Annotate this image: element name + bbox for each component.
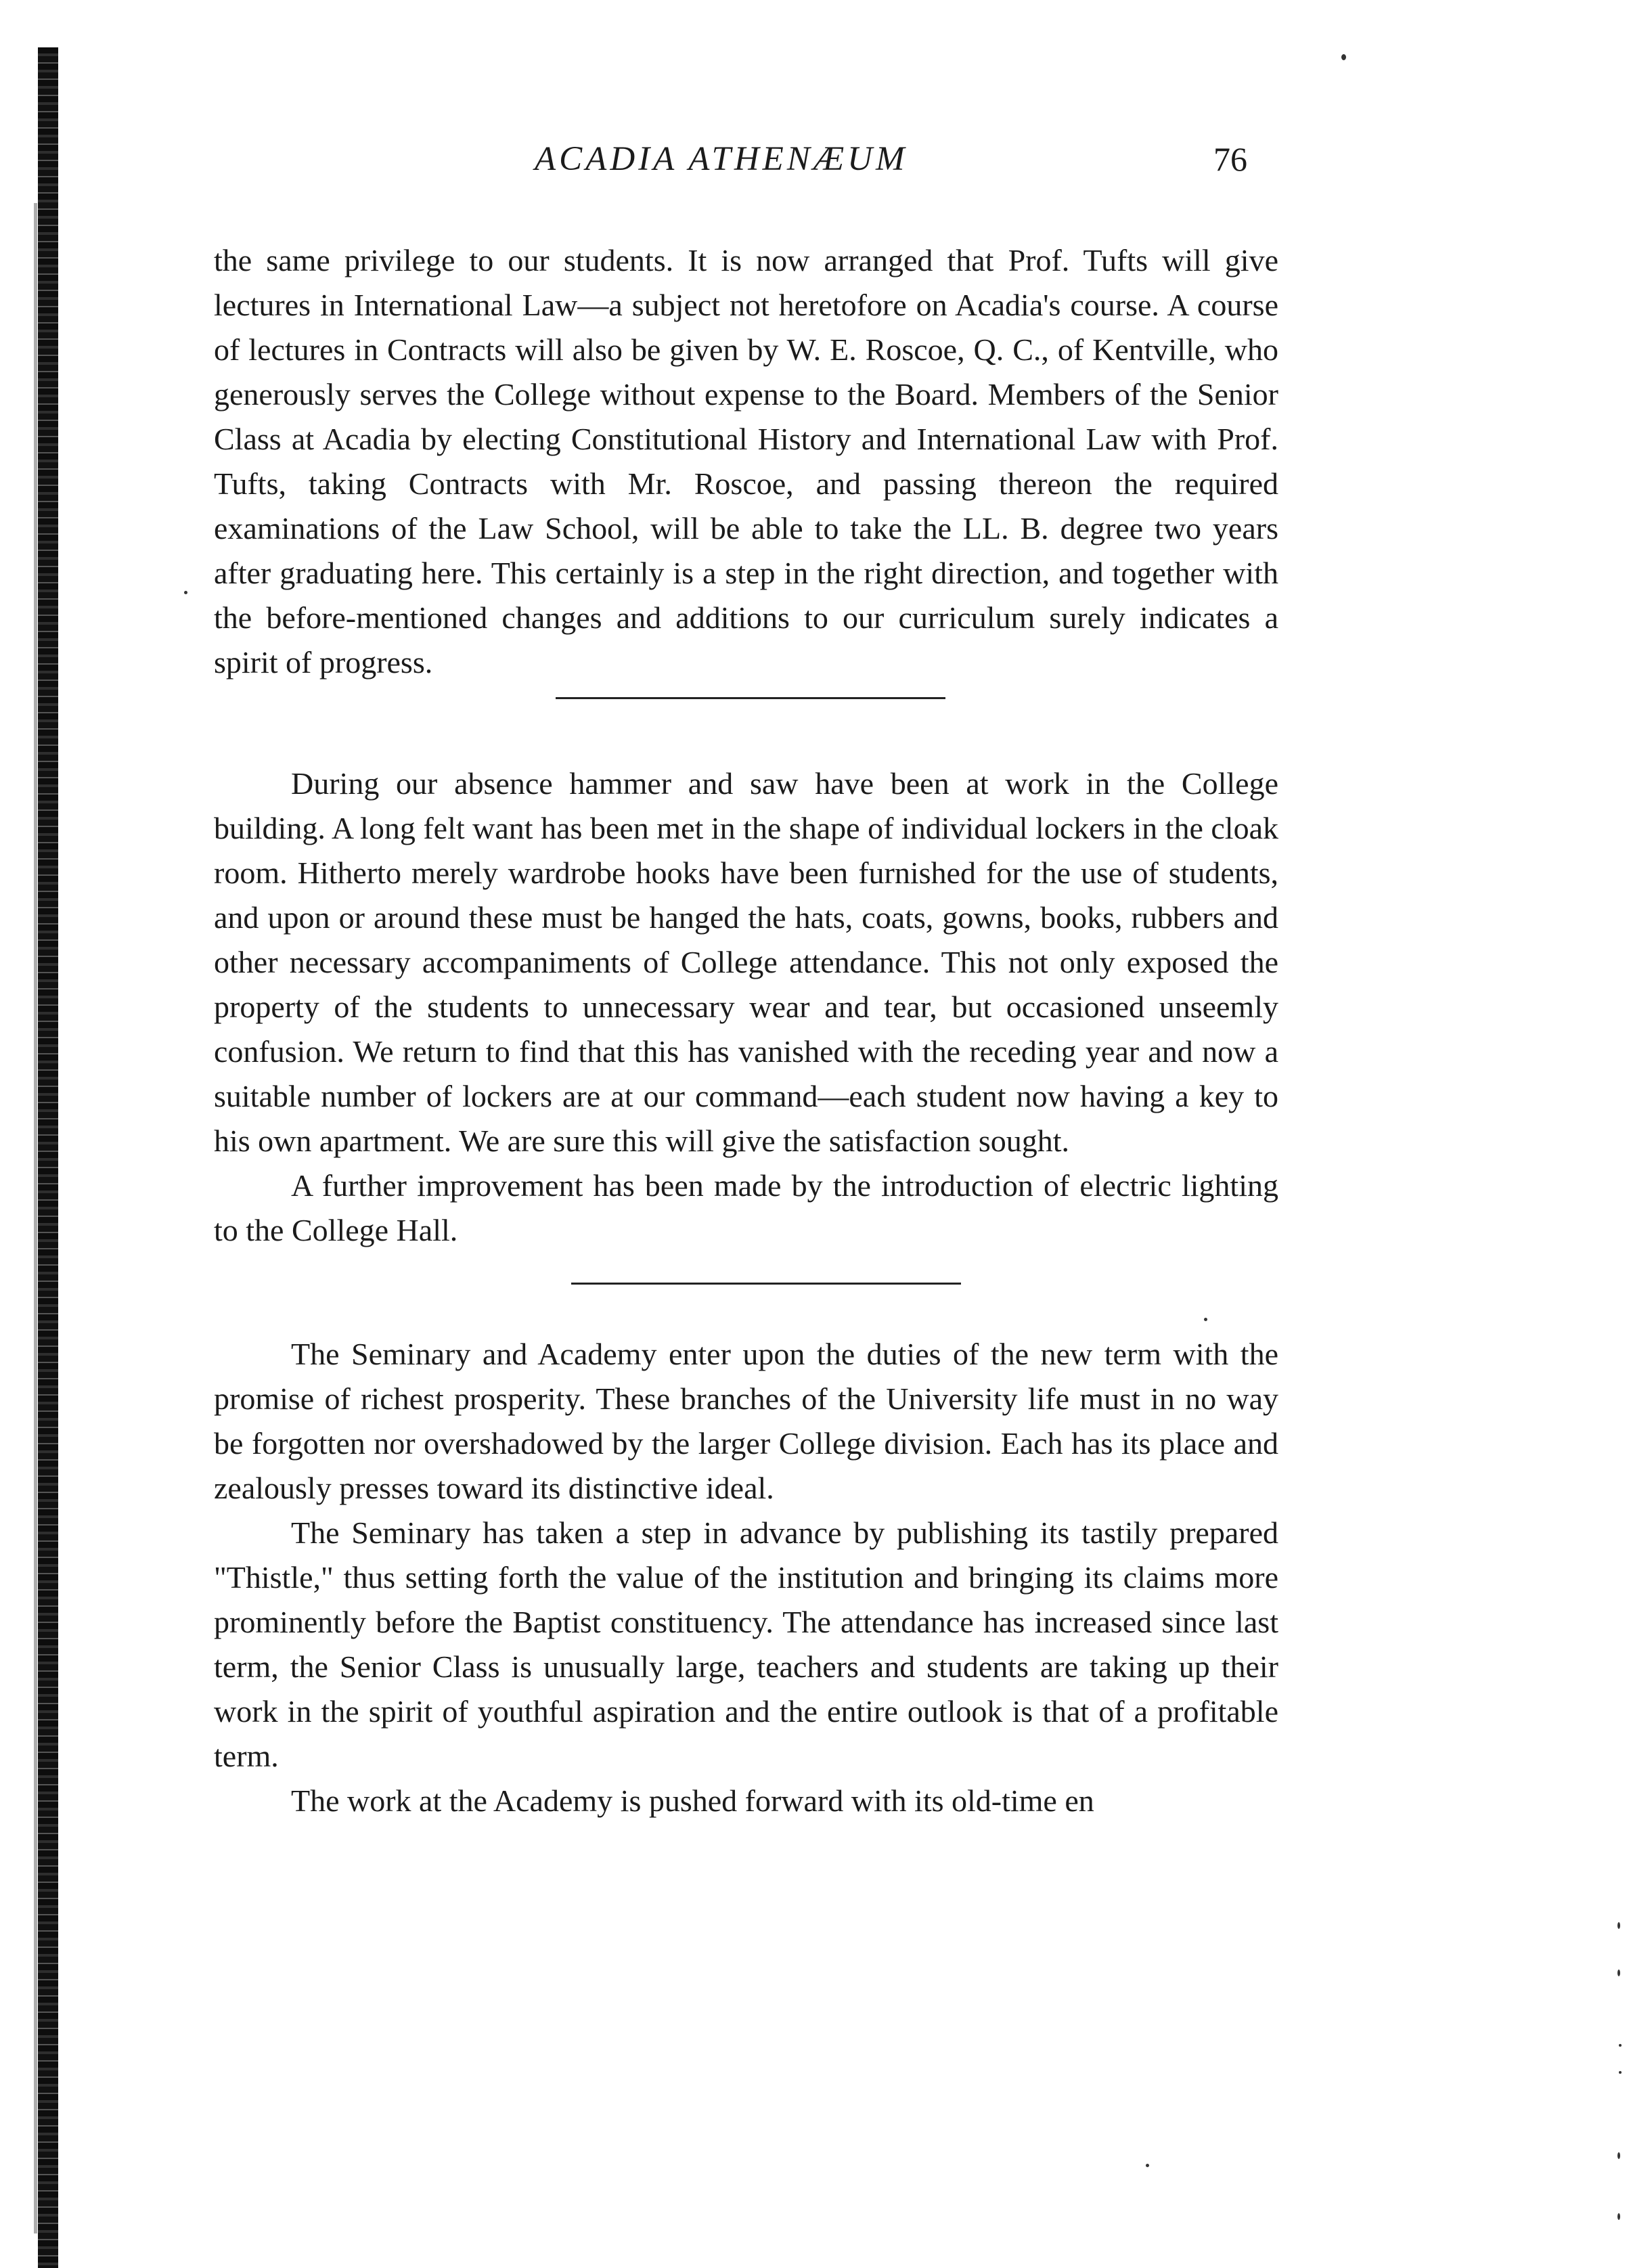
- paragraph-lockers: During our absence hammer and saw have been at work in the College building. A long felt want has been met in the shape of individual lockers in the cloak room. Hitherto merely wardrobe hooks have been furnished for the use of students, and upon or around these must be hanged the hats, coats, gowns, books, rubbers and other necessary accompaniments of College attendance. This not only exposed the property of the students to unnecessary wear and tear, but occasioned unseemly confusion. We return to find that this has vanished with the receding year and now a suitable number of lockers are at our command—each student now having a key to his own apartment. We are sure this will give the satisfaction sought.: [214, 766, 1278, 1158]
- page-binding-shadow: [34, 203, 37, 2233]
- paragraph-thistle: The Seminary has taken a step in advance by publishing its tastily prepared "Thistle," thus setting forth the value of the institution and bringing its claims more prominently before the Baptist constituency. The attendance has increased since last term, the Senior Class is unusually large, teachers and students are taking up their work in the spirit of youthful aspiration and the entire outlook is that of a profitable term.: [214, 1515, 1278, 1773]
- paragraph-law-courses: the same privilege to our students. It is now arranged that Prof. Tufts will give lectures in International Law—a subject not heretofore on Acadia's course. A course of lectures in Contracts will also be given by W. E. Roscoe, Q. C., of Kentville, who generously serves the College without expense to the Board. Members of the Senior Class at Acadia by electing Constitutional History and International Law with Prof. Tufts, taking Contracts with Mr. Roscoe, and passing thereon the required examinations of the Law School, will be able to take the LL. B. degree two years after graduating here. This certainly is a step in the right direction, and together with the before-mentioned changes and additions to our curriculum surely indicates a spirit of progress.: [214, 243, 1278, 680]
- paragraph-electric-lighting: A further improvement has been made by the introduction of electric lighting to the College Hall.: [214, 1168, 1278, 1247]
- paragraph-academy-work: The work at the Academy is pushed forward with its old-time en: [291, 1783, 1094, 1818]
- page-header: [0, 139, 1631, 194]
- text-column: [214, 238, 1278, 1823]
- paragraph-seminary-academy: The Seminary and Academy enter upon the duties of the new term with the promise of richest prosperity. These branches of the University life must in no way be forgotten nor overshadowed by the larger College division. Each has its place and zealously presses toward its distinctive ideal.: [214, 1337, 1278, 1505]
- running-title: ACADIA ATHENÆUM: [535, 140, 908, 178]
- page-binding-edge: [38, 47, 58, 2268]
- page-number: 76: [1213, 140, 1247, 178]
